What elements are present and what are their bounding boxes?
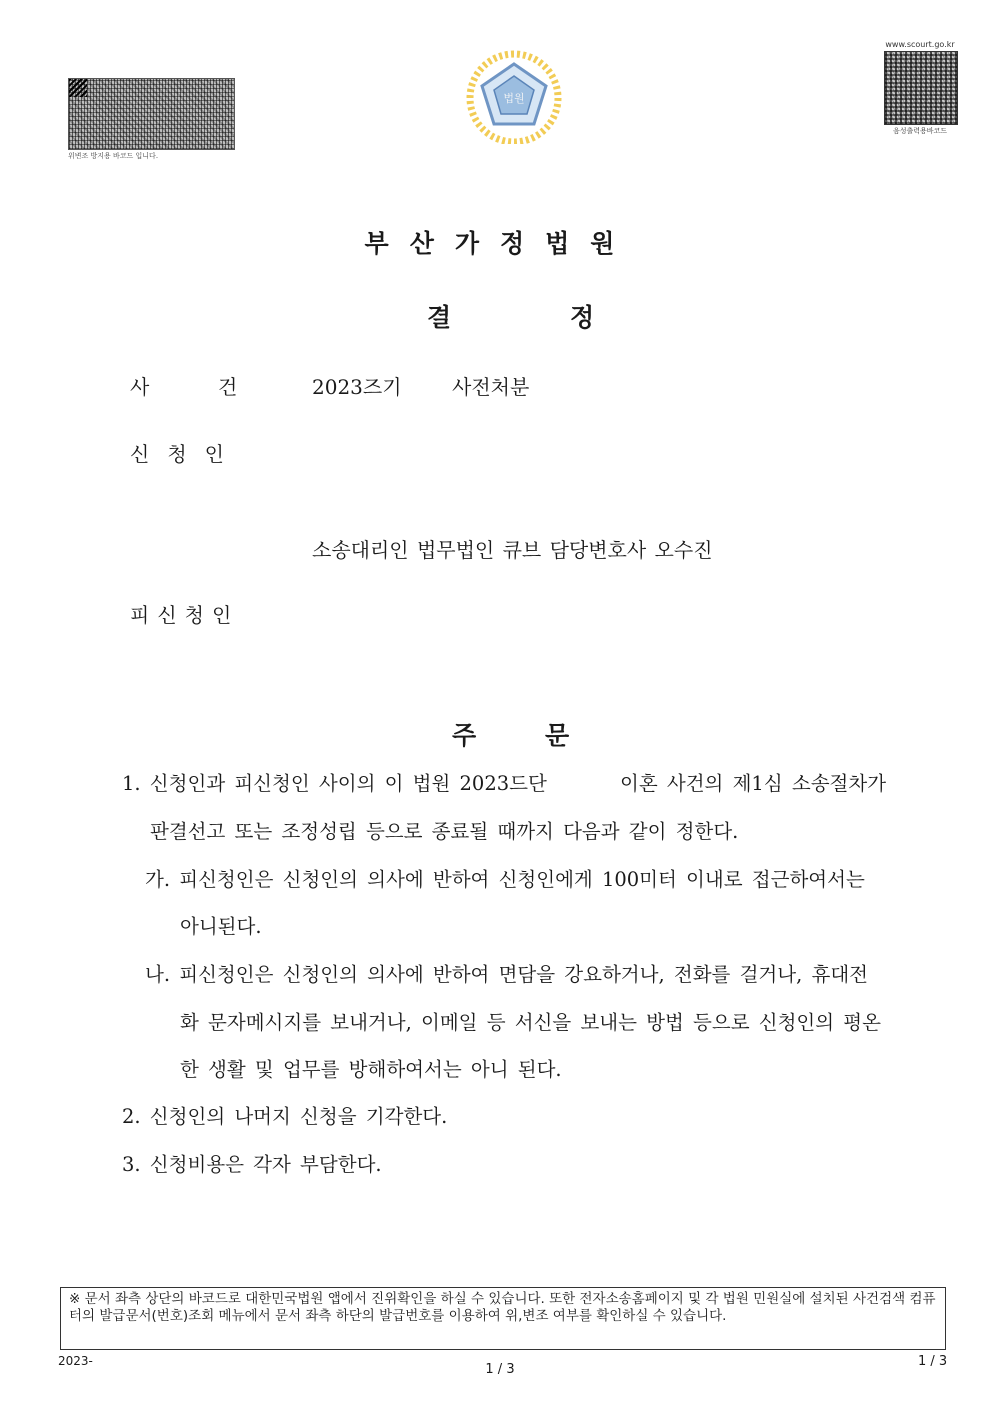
case-number: 2023즈기 — [312, 375, 402, 399]
document-title-char-1: 결 — [427, 303, 452, 332]
applicant-attorney: 소송대리인 법무법인 큐브 담당변호사 오수진 — [312, 538, 713, 562]
verification-notice: ※ 문서 좌측 상단의 바코드로 대한민국법원 앱에서 진위확인을 하실 수 있습니다. 또한 전자소송홈페이지 및 각 법원 민원실에 설치된 사건검색 컴퓨터의 발급문서(번호)조회 메뉴에서 문서 좌측 하단의 발급번호를 이용하여 위,변조 여부를 확인하실 수 있습니다. — [60, 1287, 946, 1350]
respondent-label: 피신청인 — [130, 603, 240, 627]
qr-url: www.scourt.go.kr — [885, 40, 955, 49]
order-title-char-1: 주 — [452, 721, 477, 750]
order-title-char-2: 문 — [545, 721, 570, 750]
order-line-2: 판결선고 또는 조정성립 등으로 종료될 때까지 다음과 같이 정한다. — [150, 820, 739, 843]
voice-output-qr-code — [884, 51, 958, 125]
case-label-char-2: 건 — [218, 375, 238, 399]
case-label-char-1: 사 — [130, 375, 150, 399]
order-item-3: 3. 신청비용은 각자 부담한다. — [122, 1153, 382, 1176]
barcode-corner-mark — [69, 79, 87, 97]
court-name: 부산가정법원 — [364, 229, 636, 258]
order-item-ga: 가. 피신청인은 신청인의 의사에 반하여 신청인에게 100미터 이내로 접근하여서는 — [145, 868, 865, 891]
applicant-label: 신청인 — [130, 442, 242, 466]
page-number-right: 1 / 3 — [918, 1354, 948, 1369]
anti-forgery-barcode — [68, 78, 235, 150]
barcode-caption: 위변조 방지용 바코드 입니다. — [68, 152, 159, 160]
issue-number: 2023- — [58, 1354, 93, 1368]
order-item-na: 나. 피신청인은 신청인의 의사에 반하여 면담을 강요하거나, 전화를 걸거나, 휴대전 — [145, 963, 869, 986]
court-seal-icon — [466, 48, 562, 144]
order-line-1: 1. 신청인과 피신청인 사이의 이 법원 2023드단 — [122, 772, 547, 795]
order-line-1-continued: 이혼 사건의 제1심 소송절차가 — [620, 772, 887, 795]
page-number: 1 / 3 — [485, 1362, 515, 1377]
qr-caption: 음성출력용바코드 — [892, 127, 948, 135]
order-item-2: 2. 신청인의 나머지 신청을 기각한다. — [122, 1105, 448, 1128]
document-title-char-2: 정 — [570, 303, 595, 332]
seal-text: 법원 — [503, 92, 525, 105]
order-item-na-continued-1: 화 문자메시지를 보내거나, 이메일 등 서신을 보내는 방법 등으로 신청인의 평온 — [180, 1011, 881, 1034]
order-item-na-continued-2: 한 생활 및 업무를 방해하여서는 아니 된다. — [180, 1058, 562, 1081]
order-item-ga-continued: 아니된다. — [180, 915, 262, 938]
case-type: 사전처분 — [452, 375, 530, 399]
